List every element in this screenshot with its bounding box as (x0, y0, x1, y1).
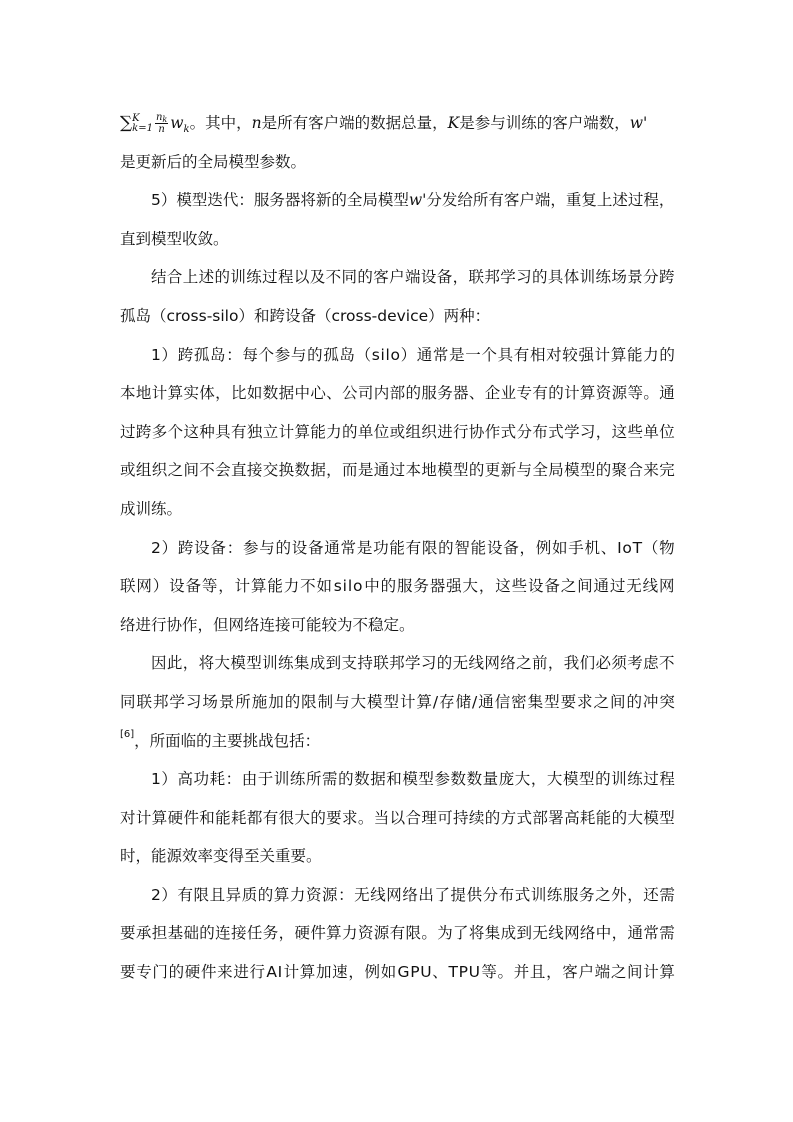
paragraph-line (120, 876, 675, 915)
text-line: 直到模型收敛。 (120, 229, 229, 248)
citation: [6] (120, 728, 135, 740)
fraction-numerator-sub: k (162, 115, 168, 124)
text-line: 本 地 计 算 实 体 ， 比 如 数 据 中 心 、 公 司 内 部 的 服 务 器 、 企 业 专 有 的 计 算 资 源 等 。 通 (120, 384, 675, 403)
weight-variable: w (170, 114, 184, 132)
paragraph-line (120, 336, 675, 375)
text-segment: 是所有客户端的数据总量， (261, 114, 448, 132)
paragraph-line (120, 953, 675, 992)
paragraph-line (120, 914, 675, 953)
text-line: 络进行协作，但网络连接可能较为不稳定。 (120, 615, 415, 634)
paragraph-line (120, 799, 675, 838)
paragraph-line (120, 606, 675, 645)
paragraph-line (120, 529, 675, 568)
text-line: 2 ） 跨 设 备 ： 参 与 的 设 备 通 常 是 功 能 有 限 的 智 能 设 备 ， 例 如 手 机 、 I o T （ 物 (151, 538, 675, 557)
fraction (155, 112, 168, 135)
text-line: 同 联 邦 学 习 场 景 所 施 加 的 限 制 与 大 模 型 计 算 / 存 储 / 通 信 密 集 型 要 求 之 间 的 冲 突 (120, 692, 675, 711)
paragraph-line (120, 760, 675, 799)
text-line: 结 合 上 述 的 训 练 过 程 以 及 不 同 的 客 户 端 设 备 ， 联 邦 学 习 的 具 体 训 练 场 景 分 跨 (151, 268, 675, 287)
text-line: 对 计 算 硬 件 和 能 耗 都 有 很 大 的 要 求 。 当 以 合 理 可 持 续 的 方 式 部 署 高 耗 能 的 大 模 型 (120, 808, 675, 827)
sum-lower-limit: k=1 (132, 122, 153, 134)
variable-n: n (251, 114, 262, 132)
text-line: 过 跨 多 个 这 种 具 有 独 立 计 算 能 力 的 单 位 或 组 织 进 行 协 作 式 分 布 式 学 习 ， 这 些 单 位 (120, 422, 675, 441)
paragraph-line (120, 837, 675, 876)
paragraph-line (120, 104, 675, 143)
formula (120, 104, 647, 143)
text-line-group (151, 181, 674, 220)
text-segment: 。其中， (189, 114, 252, 132)
text-line: ，所面临的主要挑战包括： (134, 731, 321, 750)
text-segment: 5）模型迭代：服务器将新的全局模型 (151, 191, 409, 210)
text-line: 是更新后的全局模型参数。 (120, 152, 307, 171)
text-line: 2 ） 有 限 且 异 质 的 算 力 资 源 ： 无 线 网 络 出 了 提 供 分 布 式 训 练 服 务 之 外 ， 还 需 (151, 885, 675, 904)
paragraph-line (120, 374, 675, 413)
paragraph-line (120, 258, 675, 297)
document-page (120, 104, 675, 992)
text-line: 联 网 ） 设 备 等 ， 计 算 能 力 不 如 s i l o 中 的 服 务 器 强 大 ， 这 些 设 备 之 间 通 过 无 线 网 (120, 577, 675, 596)
text-line: 孤岛（cross-silo）和跨设备（cross-device）两种： (120, 306, 491, 325)
paragraph-line (120, 490, 675, 529)
paragraph-line (120, 567, 675, 606)
sum-symbol: ∑ (120, 113, 133, 133)
text-line: 或 组 织 之 间 不 会 直 接 交 换 数 据 ， 而 是 通 过 本 地 模 型 的 更 新 与 全 局 模 型 的 聚 合 来 完 (120, 461, 675, 480)
variable-K: K (447, 114, 460, 132)
text-segment: 是参与训练的客户端数， (459, 114, 630, 132)
paragraph-line (120, 644, 675, 683)
fraction-denominator: n (158, 124, 165, 135)
variable-w-prime: w' (629, 114, 648, 132)
sum-upper-limit: K (132, 112, 140, 124)
paragraph-line (120, 220, 675, 259)
paragraph-line (120, 413, 675, 452)
text-line: 成训练。 (120, 499, 183, 518)
paragraph-line (120, 683, 675, 722)
paragraph-line (120, 451, 675, 490)
text-line: 时，能源效率变得至关重要。 (120, 847, 322, 866)
paragraph-line (120, 143, 675, 182)
text-segment: 分发给所有客户端，重复上述过程， (426, 191, 675, 210)
variable-w-prime: w' (408, 191, 427, 210)
text-line: 因 此 ， 将 大 模 型 训 练 集 成 到 支 持 联 邦 学 习 的 无 线 网 络 之 前 ， 我 们 必 须 考 虑 不 (151, 654, 675, 673)
paragraph-line (120, 181, 675, 220)
weight-subscript: k (183, 124, 190, 135)
text-line: 1 ） 跨 孤 岛 ： 每 个 参 与 的 孤 岛 （ s i l o ） 通 常 是 一 个 具 有 相 对 较 强 计 算 能 力 的 (151, 345, 675, 364)
text-line: 要 专 门 的 硬 件 来 进 行 A I 计 算 加 速 ， 例 如 G P U 、 T P U 等 。 并 且 ， 客 户 端 之 间 计 算 (120, 963, 675, 982)
text-line: 1 ） 高 功 耗 ： 由 于 训 练 所 需 的 数 据 和 模 型 参 数 数 量 庞 大 ， 大 模 型 的 训 练 过 程 (151, 770, 675, 789)
paragraph-line (120, 297, 675, 336)
paragraph-line (120, 722, 675, 761)
fraction-numerator: n (155, 112, 163, 123)
text-line: 要 承 担 基 础 的 连 接 任 务 ， 硬 件 算 力 资 源 有 限 。 为 了 将 集 成 到 无 线 网 络 中 ， 通 常 需 (120, 924, 675, 943)
